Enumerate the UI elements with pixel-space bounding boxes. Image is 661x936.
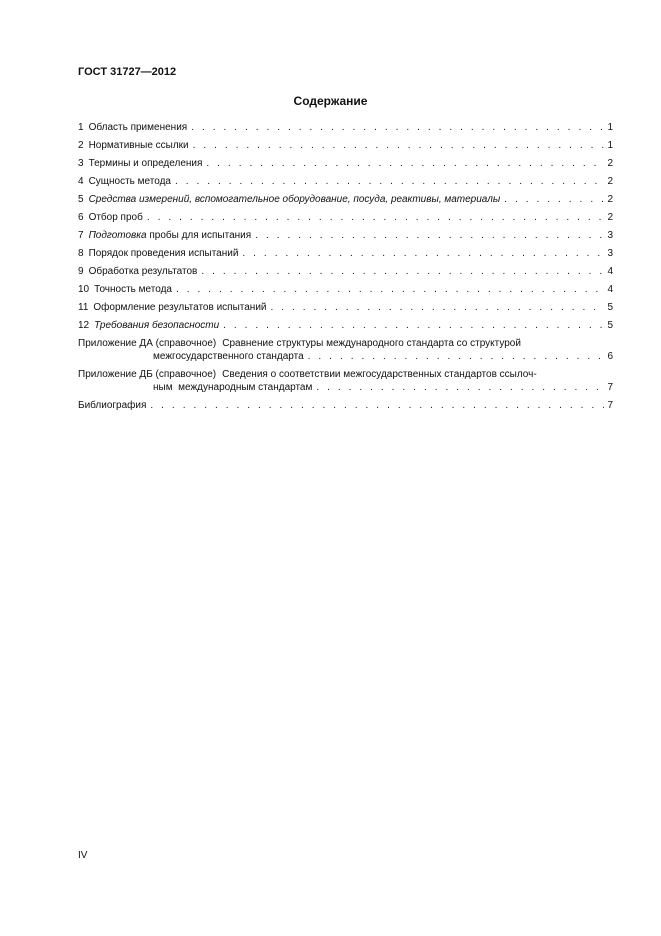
toc-label: Термины и определения: [88, 158, 203, 169]
toc-label: Требования безопасности: [94, 320, 220, 331]
toc-number: 7: [78, 230, 84, 241]
toc-label: [89, 229, 252, 242]
toc-number: 8: [78, 248, 84, 259]
toc-page: 2: [607, 176, 613, 187]
toc-label: Нормативные ссылки: [88, 140, 189, 151]
toc-page: 4: [607, 284, 613, 295]
toc-entry-bibliography[interactable]: [78, 399, 613, 412]
toc-number: 4: [78, 176, 84, 187]
toc-entry-1[interactable]: [78, 121, 613, 134]
page-title: Содержание: [293, 94, 368, 108]
toc-label: Оформление результатов испытаний: [93, 302, 267, 313]
toc-entry-9[interactable]: [78, 265, 613, 278]
toc-entry-10[interactable]: [78, 283, 613, 296]
dot-leader: [193, 139, 605, 152]
appendix-prefix: Приложение ДБ (справочное): [78, 369, 217, 380]
toc-number: 11: [78, 302, 89, 313]
toc-entry-2[interactable]: [78, 139, 613, 152]
toc-entry-7[interactable]: [78, 229, 613, 242]
dot-leader: [316, 381, 604, 394]
toc-page: 1: [607, 140, 613, 151]
document-id: ГОСТ 31727—2012: [78, 66, 177, 78]
appendix-second-line: [78, 350, 613, 363]
appendix-title-cont: межгосударственного стандарта: [153, 351, 304, 362]
toc-number: 5: [78, 194, 84, 205]
toc-entry-11[interactable]: [78, 301, 613, 314]
dot-leader: [175, 175, 604, 188]
toc-label: Отбор проб: [88, 212, 143, 223]
toc-page: 7: [607, 400, 613, 411]
toc-page: 1: [607, 122, 613, 133]
toc-entry-4[interactable]: [78, 175, 613, 188]
toc-page: 2: [607, 158, 613, 169]
dot-leader: [308, 350, 605, 363]
toc-number: 12: [78, 320, 90, 331]
dot-leader: [206, 157, 604, 170]
dot-leader: [176, 283, 604, 296]
toc-number: 1: [78, 122, 84, 133]
toc-label: Средства измерений, вспомогательное оборудование, посуда, реактивы, материалы: [88, 194, 501, 205]
toc-entry-5[interactable]: [78, 193, 613, 206]
toc-page: 2: [607, 212, 613, 223]
toc-label: Порядок проведения испытаний: [88, 248, 239, 259]
appendix-title: Сравнение структуры международного стандарта со структурой: [222, 338, 521, 349]
toc-label-rest: пробы для испытания: [146, 230, 252, 241]
toc-entry-12[interactable]: [78, 319, 613, 332]
toc-appendix-db[interactable]: [78, 368, 613, 394]
toc-page: 5: [607, 302, 613, 313]
toc-number: 6: [78, 212, 84, 223]
toc-number: 10: [78, 284, 90, 295]
toc-entry-3[interactable]: [78, 157, 613, 170]
dot-leader: [242, 247, 604, 260]
toc-appendix-da[interactable]: [78, 337, 613, 363]
appendix-title-cont: ным международным стандартам: [153, 382, 313, 393]
appendix-second-line: [78, 381, 613, 394]
toc-label: Область применения: [88, 122, 188, 133]
toc-number: 2: [78, 140, 84, 151]
appendix-first-line: [78, 337, 613, 350]
dot-leader: [150, 399, 604, 412]
toc-page: 3: [607, 248, 613, 259]
toc-label-italic: Подготовка: [88, 230, 147, 241]
toc-entry-6[interactable]: [78, 211, 613, 224]
appendix-first-line: [78, 368, 613, 381]
dot-leader: [271, 301, 605, 314]
toc-page: 2: [607, 194, 613, 205]
dot-leader: [255, 229, 604, 242]
dot-leader: [223, 319, 604, 332]
toc-page: 7: [607, 382, 613, 393]
toc-label: Точность метода: [94, 284, 172, 295]
dot-leader: [201, 265, 604, 278]
dot-leader: [191, 121, 604, 134]
toc-label: Библиография: [78, 400, 147, 411]
toc-number: 9: [78, 266, 84, 277]
toc-number: 3: [78, 158, 84, 169]
dot-leader: [147, 211, 605, 224]
dot-leader: [504, 193, 604, 206]
table-of-contents: [78, 121, 613, 417]
toc-page: 5: [607, 320, 613, 331]
appendix-prefix: Приложение ДА (справочное): [78, 338, 217, 349]
toc-label: Сущность метода: [88, 176, 171, 187]
appendix-title: Сведения о соответствии межгосударственных стандартов ссылоч-: [222, 369, 537, 380]
toc-page: 6: [607, 351, 613, 362]
toc-entry-8[interactable]: [78, 247, 613, 260]
toc-page: 4: [607, 266, 613, 277]
page-number: IV: [78, 850, 88, 861]
toc-page: 3: [607, 230, 613, 241]
toc-label: Обработка результатов: [88, 266, 198, 277]
